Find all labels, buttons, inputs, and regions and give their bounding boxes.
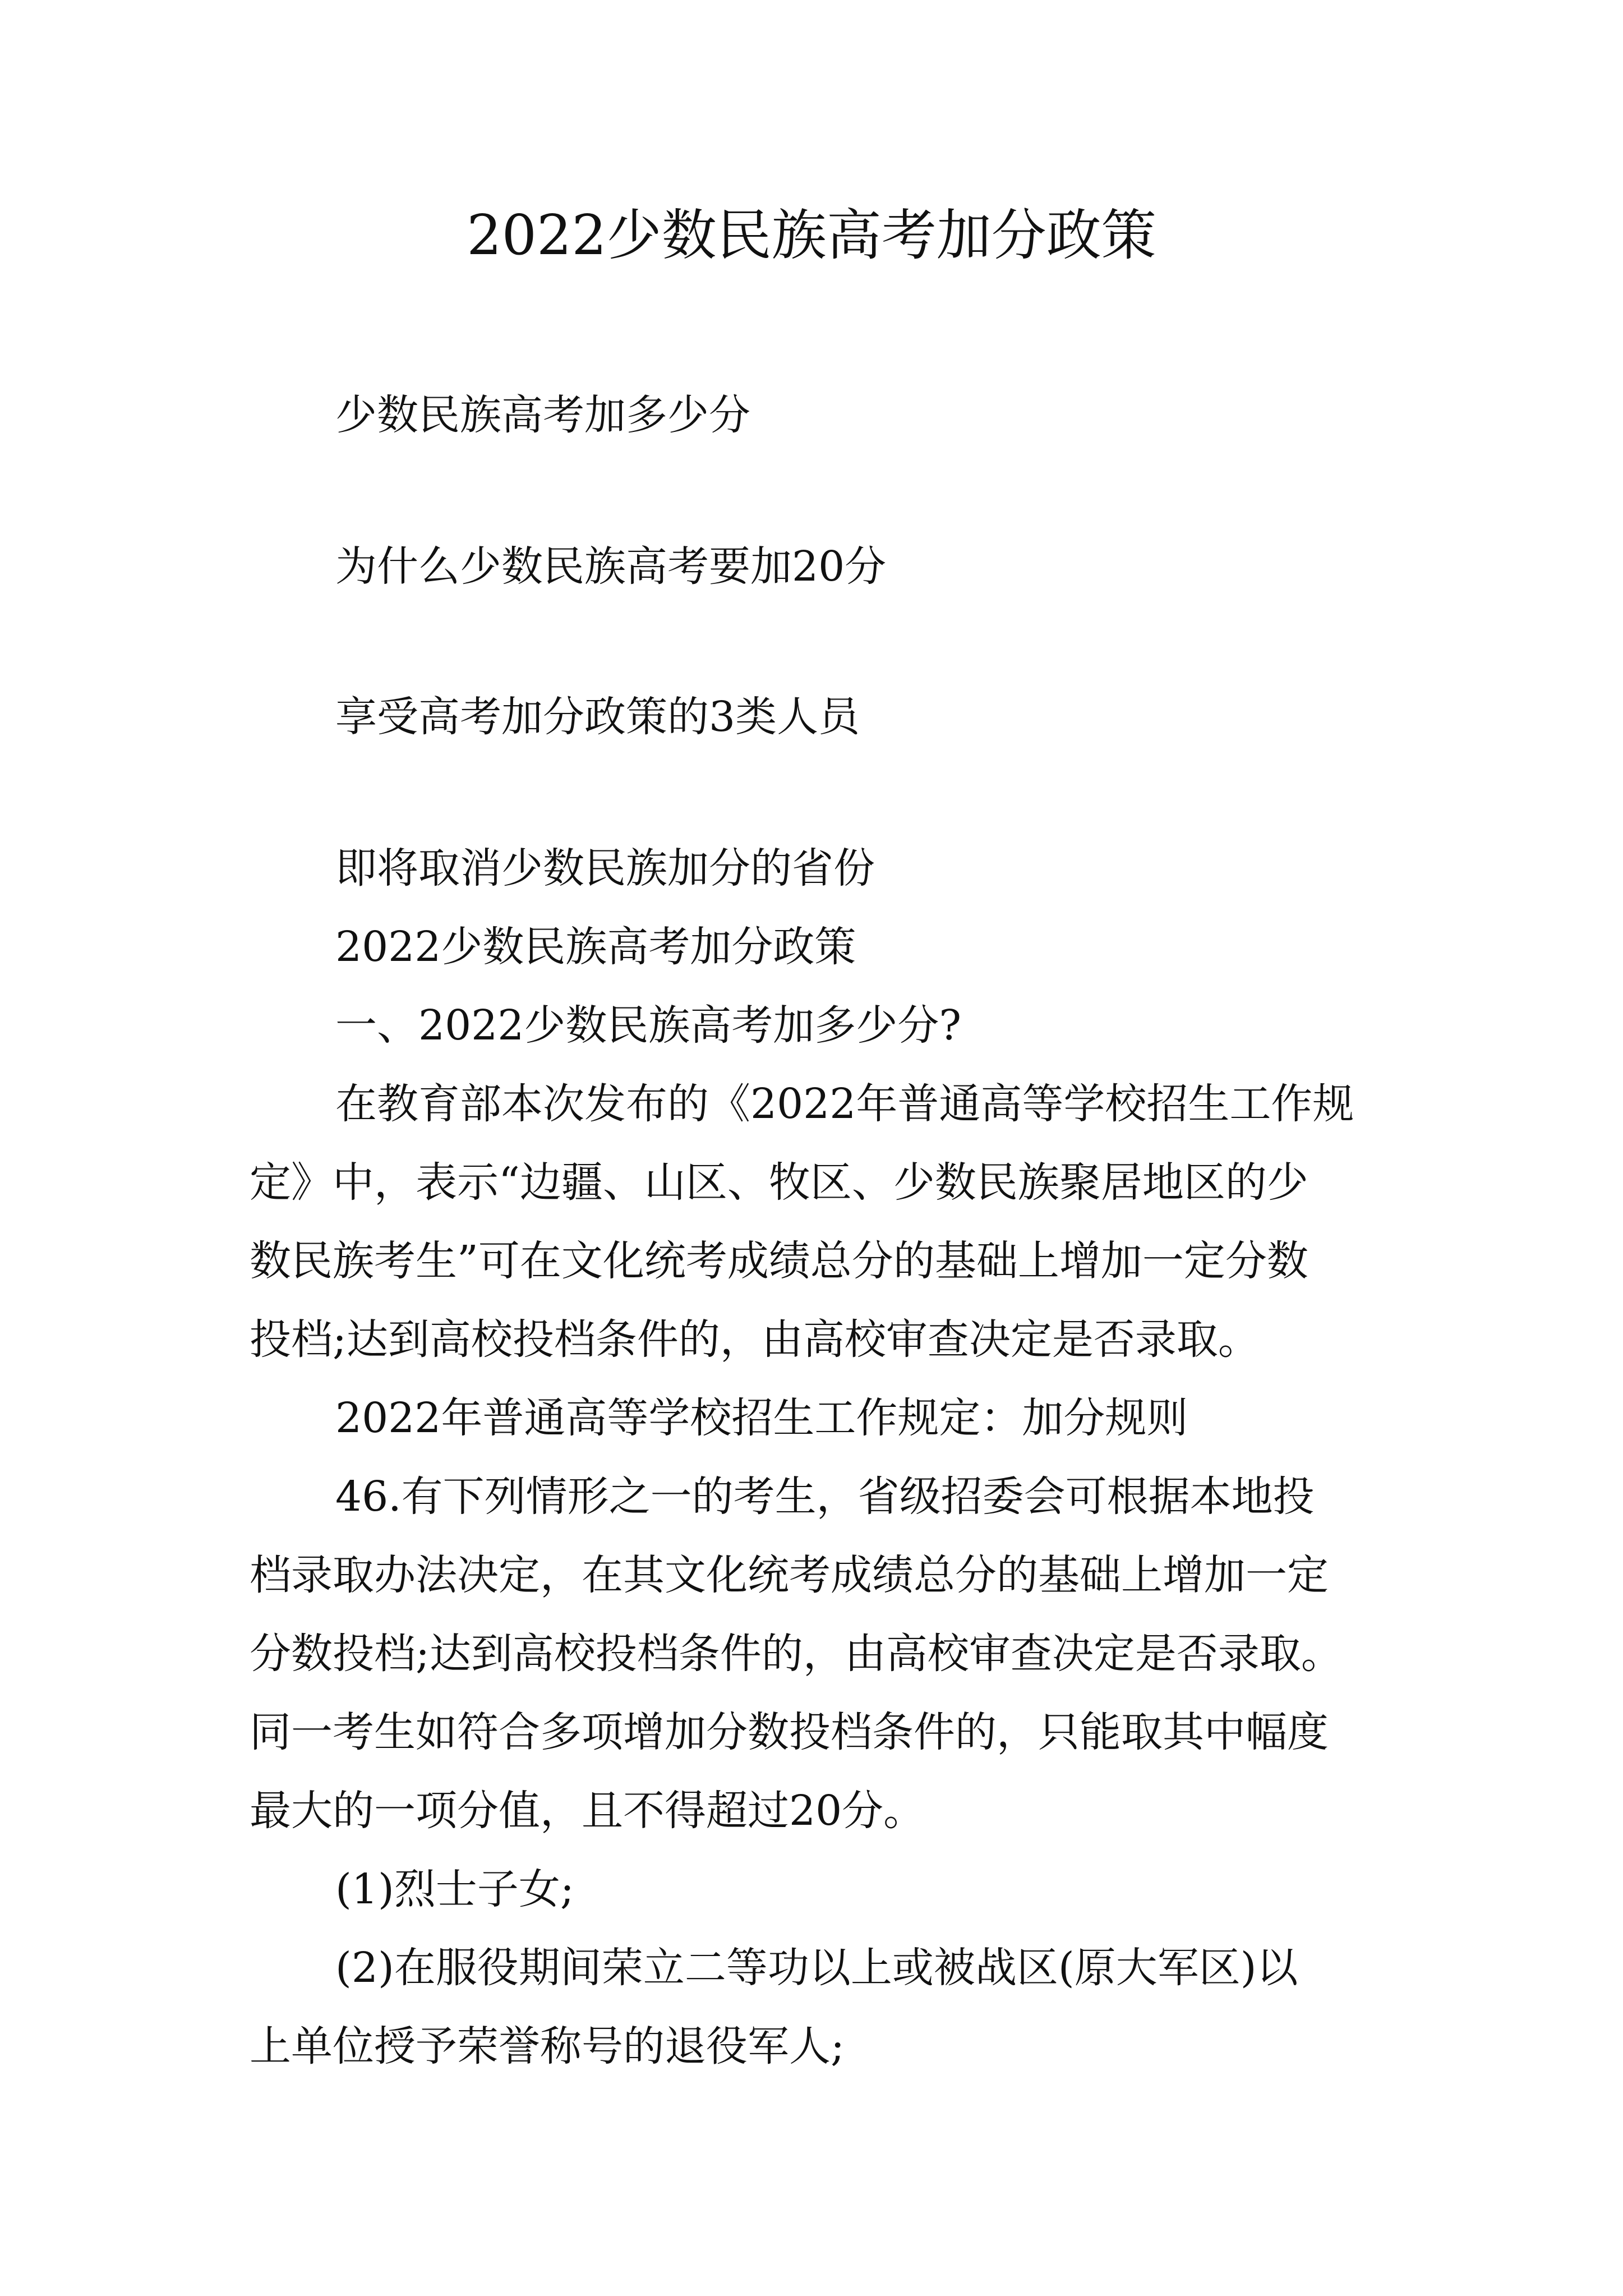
heading-line-1: 少数民族高考加多少分 — [335, 391, 750, 439]
list-item-continuation: 上单位授予荣誉称号的退役军人; — [250, 2022, 845, 2070]
paragraph-line: 定》中，表示“边疆、山区、牧区、少数民族聚居地区的少 — [250, 1158, 1308, 1207]
paragraph-line: 数民族考生”可在文化统考成绩总分的基础上增加一定分数 — [250, 1237, 1308, 1285]
list-item: (2)在服役期间荣立二等功以上或被战区(原大军区)以 — [335, 1944, 1298, 1992]
heading-line-4: 即将取消少数民族加分的省份 — [335, 844, 875, 892]
paragraph-line: 分数投档;达到高校投档条件的，由高校审查决定是否录取。 — [250, 1630, 1343, 1678]
paragraph-line: 最大的一项分值，且不得超过20分。 — [250, 1787, 925, 1835]
paragraph-line: 在教育部本次发布的《2022年普通高等学校招生工作规 — [335, 1080, 1354, 1128]
section-heading: 一、2022少数民族高考加多少分? — [335, 1001, 961, 1050]
paragraph-line: 档录取办法决定，在其文化统考成绩总分的基础上增加一定 — [250, 1551, 1329, 1599]
paragraph-line: 投档;达到高校投档条件的，由高校审查决定是否录取。 — [250, 1315, 1260, 1364]
rule-heading: 2022年普通高等学校招生工作规定：加分规则 — [335, 1394, 1188, 1442]
document-title: 2022少数民族高考加分政策 — [467, 204, 1156, 268]
heading-line-2: 为什么少数民族高考要加20分 — [335, 542, 887, 591]
paragraph-line: 同一考生如符合多项增加分数投档条件的，只能取其中幅度 — [250, 1708, 1329, 1756]
heading-line-3: 享受高考加分政策的3类人员 — [335, 693, 860, 741]
paragraph-line: 46.有下列情形之一的考生，省级招委会可根据本地投 — [335, 1473, 1315, 1521]
heading-line-5: 2022少数民族高考加分政策 — [335, 923, 856, 971]
list-item: (1)烈士子女; — [335, 1865, 574, 1913]
